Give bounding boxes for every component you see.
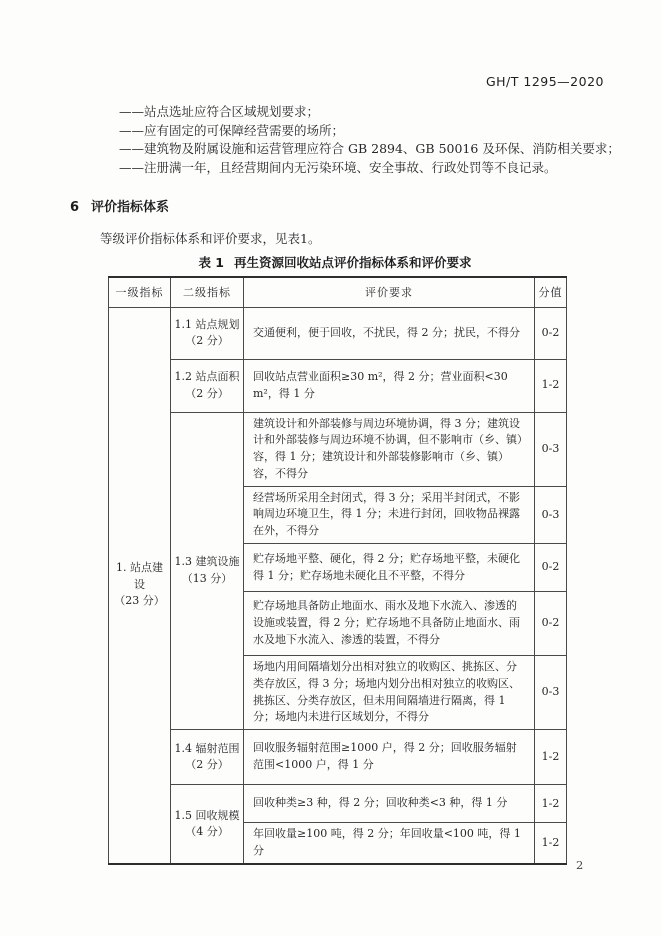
requirement-cell: 回收种类≥3 种，得 2 分；回收种类<3 种，得 1 分 — [244, 785, 535, 823]
col-header-level1-indicator: 一级指标 — [109, 277, 171, 307]
indicator-1-1-cell — [171, 307, 244, 359]
score-cell: 0-3 — [535, 486, 567, 543]
level1-name: 1. 站点建设 — [116, 561, 163, 591]
col-header-level2-indicator: 二级指标 — [171, 277, 244, 307]
score-cell: 0-3 — [535, 412, 567, 486]
body-paragraph: 等级评价指标体系和评价要求，见表1。 — [100, 231, 321, 246]
indicator-1-5-name: 1.5 回收规模 — [174, 808, 240, 822]
indicator-1-5-score: （4 分） — [185, 825, 229, 839]
indicator-1-3-cell — [171, 412, 244, 730]
intro-list — [119, 103, 620, 177]
col-header-score: 分值 — [535, 277, 567, 307]
standard-code: GH/T 1295—2020 — [485, 74, 604, 89]
section-number: 6 — [70, 200, 80, 215]
requirement-cell: 建筑设计和外部装修与周边环境协调，得 3 分；建筑设计和外部装修与周边环境不协调，但不影响市（乡、镇）容，得 1 分；建筑设计和外部装修影响市（乡、镇）容，不得分 — [244, 412, 535, 486]
page-number: 2 — [576, 858, 584, 872]
table-row — [109, 412, 567, 486]
indicator-1-3-name: 1.3 建筑设施 — [174, 555, 240, 569]
intro-bullet: ——应有固定的可保障经营需要的场所； — [119, 122, 345, 138]
score-cell: 0-3 — [535, 656, 567, 730]
score-cell: 1-2 — [535, 730, 567, 785]
intro-bullet: ——建筑物及附属设施和运营管理应符合 GB 2894、GB 50016 及环保、消防相关要求； — [119, 141, 620, 157]
score-cell: 0-2 — [535, 307, 567, 359]
indicator-1-1-name: 1.1 站点规划 — [174, 317, 240, 331]
score-cell: 1-2 — [535, 823, 567, 864]
requirement-cell: 回收服务辐射范围≥1000 户，得 2 分；回收服务辐射范围<1000 户，得 1 分 — [244, 730, 535, 785]
table-header-row — [109, 277, 567, 307]
indicator-table — [108, 276, 567, 865]
table-row — [109, 307, 567, 359]
score-cell: 1-2 — [535, 359, 567, 412]
requirement-cell: 场地内用间隔墙划分出相对独立的收购区、挑拣区、分类存放区，得 3 分；场地内划分出相对独立的收购区、挑拣区、分类存放区，但未用间隔墙进行隔离，得 1 分；场地内未进行区域划分，不得分 — [244, 656, 535, 730]
col-header-requirement: 评价要求 — [244, 277, 535, 307]
section-title: 评价指标体系 — [91, 200, 170, 215]
indicator-1-3-score: （13 分） — [181, 571, 233, 585]
indicator-1-5-cell — [171, 785, 244, 864]
indicator-1-1-score: （2 分） — [185, 334, 229, 347]
table-caption-label: 表 1 — [198, 255, 225, 270]
requirement-cell: 回收站点营业面积≥30 m²，得 2 分；营业面积<30 m²，得 1 分 — [244, 359, 535, 412]
score-cell: 1-2 — [535, 785, 567, 823]
level1-indicator-cell — [109, 307, 171, 864]
table-caption-text: 再生资源回收站点评价指标体系和评价要求 — [234, 255, 472, 270]
requirement-cell: 经营场所采用全封闭式，得 3 分；采用半封闭式，不影响周边环境卫生，得 1 分；未进行封闭，回收物品裸露在外，不得分 — [244, 486, 535, 543]
table-row — [109, 359, 567, 412]
table-row — [109, 730, 567, 785]
indicator-1-4-score: （2 分） — [185, 758, 229, 772]
indicator-1-2-name: 1.2 站点面积 — [174, 370, 240, 383]
table-caption — [104, 253, 566, 271]
indicator-1-2-cell — [171, 359, 244, 412]
requirement-cell: 贮存场地具备防止地面水、雨水及地下水流入、渗透的设施或装置，得 2 分；贮存场地不具备防止地面水、雨水及地下水流入、渗透的装置，不得分 — [244, 592, 535, 656]
indicator-1-4-cell — [171, 730, 244, 785]
table-row — [109, 785, 567, 823]
indicator-1-4-name: 1.4 辐射范围 — [174, 741, 240, 755]
indicator-1-2-score: （2 分） — [185, 386, 229, 400]
requirement-cell: 交通便利，便于回收，不扰民，得 2 分；扰民，不得分 — [244, 307, 535, 359]
intro-bullet: ——站点选址应符合区域规划要求； — [119, 104, 320, 119]
requirement-cell: 贮存场地平整、硬化，得 2 分；贮存场地平整，未硬化得 1 分；贮存场地未硬化且不平整，不得分 — [244, 544, 535, 592]
requirement-cell: 年回收量≥100 吨，得 2 分；年回收量<100 吨，得 1 分 — [244, 823, 535, 864]
level1-score: （23 分） — [114, 594, 165, 608]
intro-bullet: ——注册满一年，且经营期间内无污染环境、安全事故、行政处罚等不良记录。 — [119, 159, 557, 175]
score-cell: 0-2 — [535, 544, 567, 592]
score-cell: 0-2 — [535, 592, 567, 656]
section-heading — [70, 196, 169, 215]
